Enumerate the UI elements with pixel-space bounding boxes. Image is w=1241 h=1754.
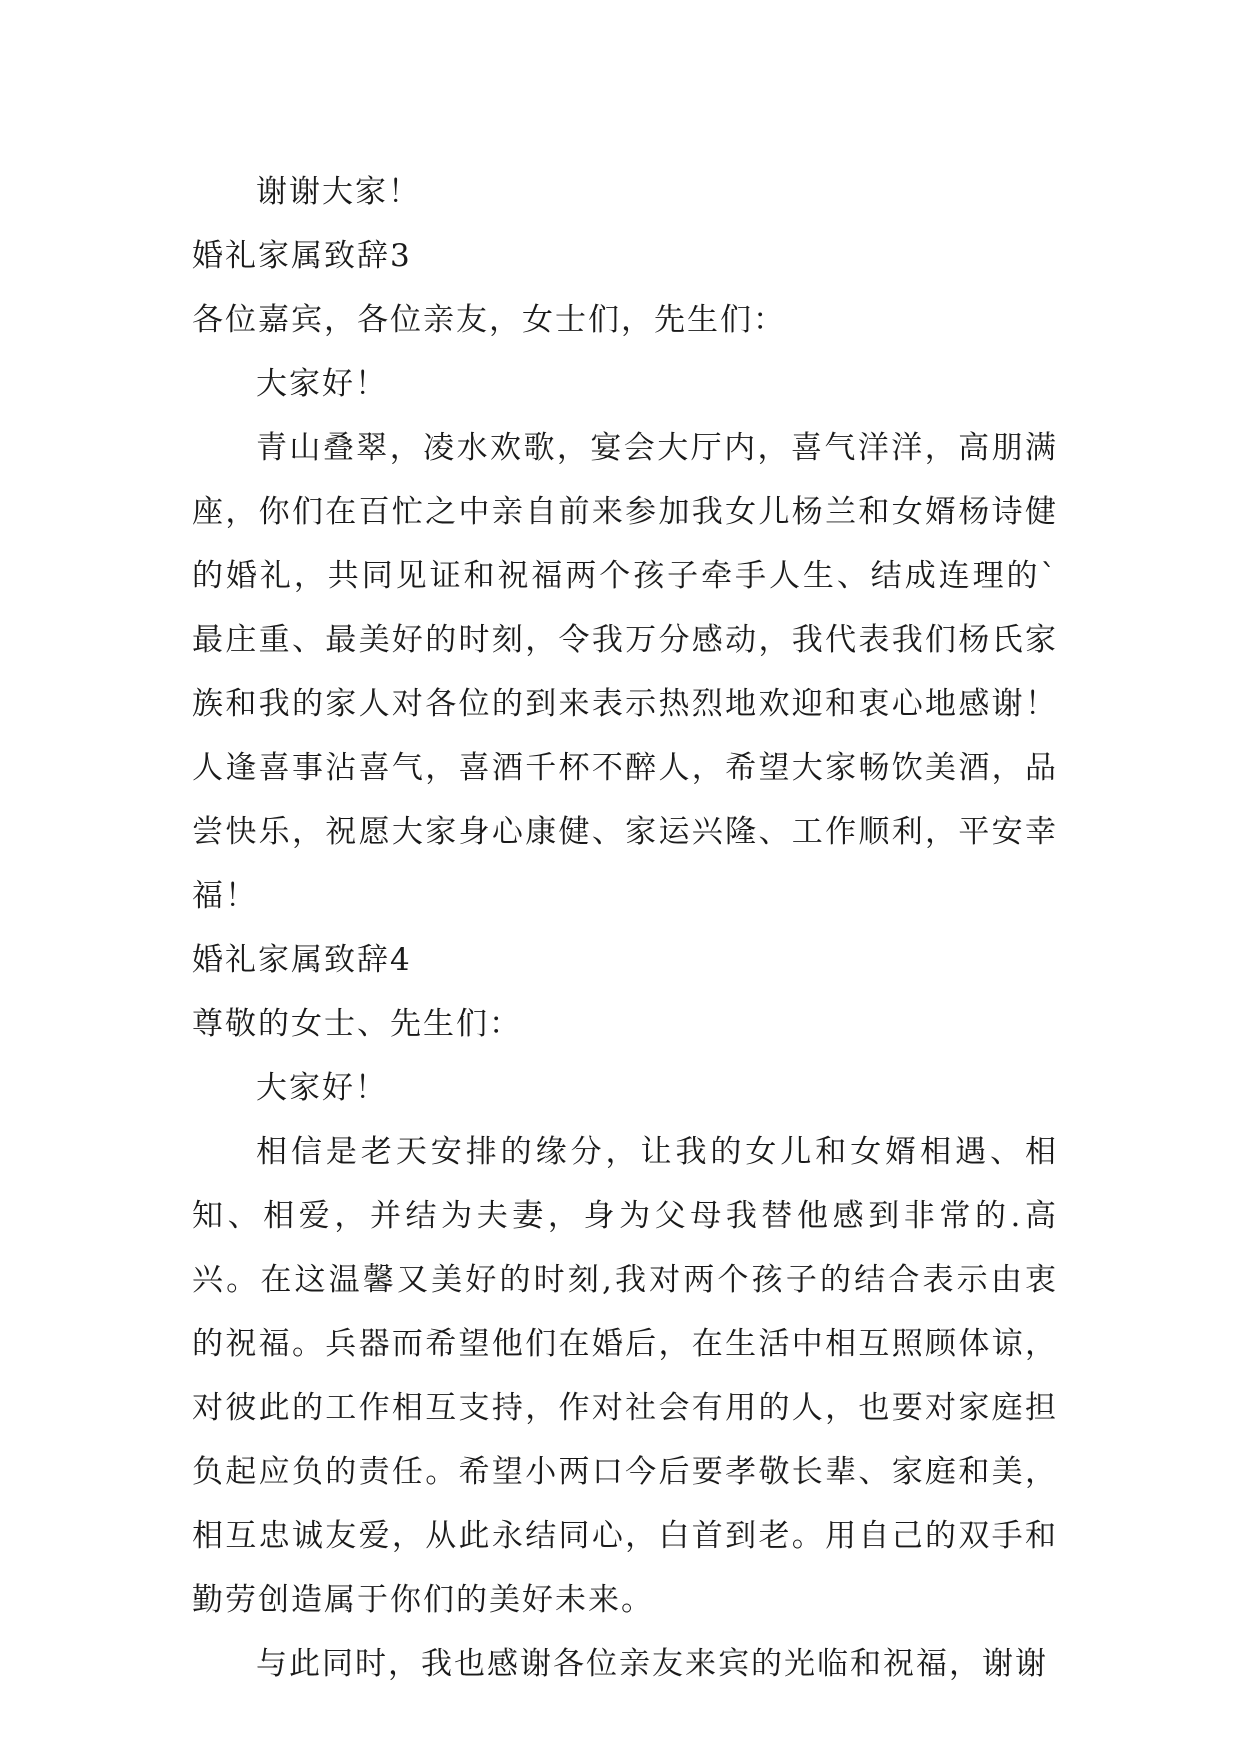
section-heading-4: 婚礼家属致辞4 <box>192 942 412 978</box>
closing-thanks: 谢谢大家！ <box>256 174 421 210</box>
salutation-3: 各位嘉宾，各位亲友，女士们，先生们： <box>192 302 786 338</box>
greeting-3: 大家好！ <box>256 366 388 402</box>
greeting-4: 大家好！ <box>256 1070 388 1106</box>
document-body <box>192 160 1058 1696</box>
speech-body-3: 青山叠翠，凌水欢歌，宴会大厅内，喜气洋洋，高朋满座，你们在百忙之中亲自前来参加我女儿杨兰和女婿杨诗健的婚礼，共同见证和祝福两个孩子牵手人生、结成连理的`最庄重、最美好的时刻，令我万分感动，我代表我们杨氏家族和我的家人对各位的到来表示热烈地欢迎和衷心地感谢！人逢喜事沾喜气，喜酒千杯不醉人，希望大家畅饮美酒，品尝快乐，祝愿大家身心康健、家运兴隆、工作顺利，平安幸福！ <box>192 430 1058 914</box>
salutation-4: 尊敬的女士、先生们： <box>192 1006 522 1042</box>
section-heading-3: 婚礼家属致辞3 <box>192 238 412 274</box>
speech-body-4: 相信是老天安排的缘分，让我的女儿和女婿相遇、相知、相爱，并结为夫妻，身为父母我替他感到非常的.高兴。在这温馨又美好的时刻,我对两个孩子的结合表示由衷的祝福。兵器而希望他们在婚后，在生活中相互照顾体谅，对彼此的工作相互支持，作对社会有用的人，也要对家庭担负起应负的责任。希望小两口今后要孝敬长辈、家庭和美，相互忠诚友爱，从此永结同心，白首到老。用自己的双手和勤劳创造属于你们的美好未来。 <box>192 1134 1058 1618</box>
speech-closing-4: 与此同时，我也感谢各位亲友来宾的光临和祝福，谢谢 <box>256 1646 1048 1682</box>
